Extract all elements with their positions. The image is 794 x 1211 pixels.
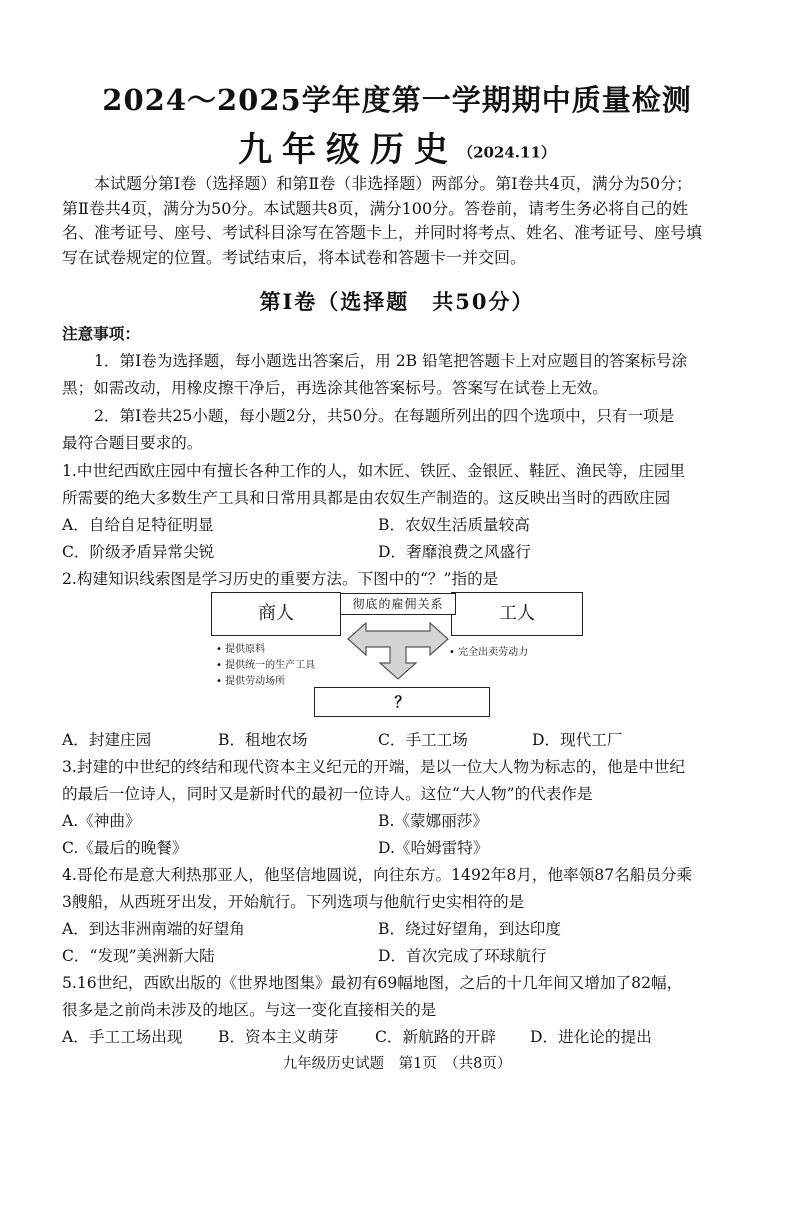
notice-line: 最符合题目要求的。 xyxy=(62,434,203,452)
notice-line: 2．第Ⅰ卷共25小题，每小题2分，共50分。在每题所列出的四个选项中，只有一项是 xyxy=(94,407,675,425)
intro-line: 本试题分第Ⅰ卷（选择题）和第Ⅱ卷（非选择题）两部分。第Ⅰ卷共4页，满分为50分； xyxy=(94,174,693,193)
option-a: A．封建庄园 xyxy=(62,731,152,749)
diagram-box-worker: 工人 xyxy=(451,592,583,636)
option-c: C.《最后的晚餐》 xyxy=(62,839,188,857)
intro-line: 第Ⅱ卷共4页，满分为50分。本试题共8页，满分100分。答卷前，请考生务必将自己的姓 xyxy=(62,198,689,218)
question-stem: 1.中世纪西欧庄园中有擅长各种工作的人，如木匠、铁匠、金银匠、鞋匠、渔民等，庄园里 xyxy=(62,462,686,480)
page-footer: 九年级历史试题 第1页 （共8页） xyxy=(282,1056,512,1072)
option-d: D.《哈姆雷特》 xyxy=(378,839,489,857)
diagram-note: • 提供劳动场所 xyxy=(216,676,286,687)
diagram-relation-label: 彻底的雇佣关系 xyxy=(340,593,456,615)
notice-label: 注意事项： xyxy=(62,324,140,343)
question-stem: 3艘船，从西班牙出发，开始航行。下列选项与他航行史实相符的是 xyxy=(62,893,525,911)
exam-instructions xyxy=(62,172,734,270)
option-d: D．首次完成了环球航行 xyxy=(378,947,547,965)
notice-line: 1．第Ⅰ卷为选择题，每小题选出答案后，用 2B 铅笔把答题卡上对应题目的答案标号涂 xyxy=(94,352,688,370)
section-title: 第Ⅰ卷（选择题 共50分） xyxy=(259,289,535,314)
option-d: D．现代工厂 xyxy=(532,731,623,749)
subject-title xyxy=(0,122,794,171)
diagram-arrow xyxy=(346,617,450,681)
diagram-note: • 完全出卖劳动力 xyxy=(449,647,529,658)
intro-line: 写在试卷规定的位置。考试结束后，将本试卷和答题卡一并交回。 xyxy=(62,247,527,267)
option-b: B．资本主义萌芽 xyxy=(218,1028,339,1046)
question-stem: 4.哥伦布是意大利热那亚人，他坚信地圆说，向往东方。1492年8月，他率领87名船员分乘 xyxy=(62,866,693,884)
option-d: D．奢靡浪费之风盛行 xyxy=(378,543,531,561)
option-a: A．手工工场出现 xyxy=(62,1028,183,1046)
diagram-note: • 提供统一的生产工具 xyxy=(216,660,316,671)
exam-date: （2024.11） xyxy=(458,143,556,162)
question-stem: 所需要的绝大多数生产工具和日常用具都是由农奴生产制造的。这反映出当时的西欧庄园 xyxy=(62,489,671,507)
option-a: A.《神曲》 xyxy=(62,812,141,830)
option-b: B.《蒙娜丽莎》 xyxy=(378,812,488,830)
intro-line: 名、准考证号、座号、考试科目涂写在答题卡上，并同时将考点、姓名、准考证号、座号填 xyxy=(62,223,703,242)
diagram-box-merchant: 商人 xyxy=(211,592,341,636)
option-c: C．“发现”美洲新大陆 xyxy=(62,947,215,965)
option-b: B．绕过好望角，到达印度 xyxy=(378,920,561,938)
notice-line: 黑；如需改动，用橡皮擦干净后，再选涂其他答案标号。答案写在试卷上无效。 xyxy=(62,379,608,397)
option-c: C．手工工场 xyxy=(378,731,468,749)
question-stem: 5.16世纪，西欧出版的《世界地图集》最初有69幅地图，之后的十几年间又增加了82幅， xyxy=(62,974,683,992)
diagram-note: • 提供原料 xyxy=(216,644,266,655)
subject-name: 九年级历史 xyxy=(238,130,459,170)
option-c: C．新航路的开辟 xyxy=(375,1028,497,1046)
question-stem: 很多是之前尚未涉及的地区。与这一变化直接相关的是 xyxy=(62,1001,437,1019)
option-a: A．到达非洲南端的好望角 xyxy=(62,920,245,938)
option-a: A．自给自足特征明显 xyxy=(62,516,214,534)
option-b: B．农奴生活质量较高 xyxy=(378,516,530,534)
option-d: D．进化论的提出 xyxy=(530,1028,652,1046)
exam-title: 2024～2025学年度第一学期期中质量检测 xyxy=(102,83,692,117)
option-b: B．租地农场 xyxy=(218,731,308,749)
question-stem: 的最后一位诗人，同时又是新时代的最初一位诗人。这位“大人物”的代表作是 xyxy=(62,785,593,803)
question-stem: 2.构建知识线索图是学习历史的重要方法。下图中的“？”指的是 xyxy=(62,570,499,588)
question-stem: 3.封建的中世纪的终结和现代资本主义纪元的开端，是以一位大人物为标志的，他是中世纪 xyxy=(62,758,686,776)
option-c: C．阶级矛盾异常尖锐 xyxy=(62,543,215,561)
diagram-box-question: ？ xyxy=(314,687,490,717)
